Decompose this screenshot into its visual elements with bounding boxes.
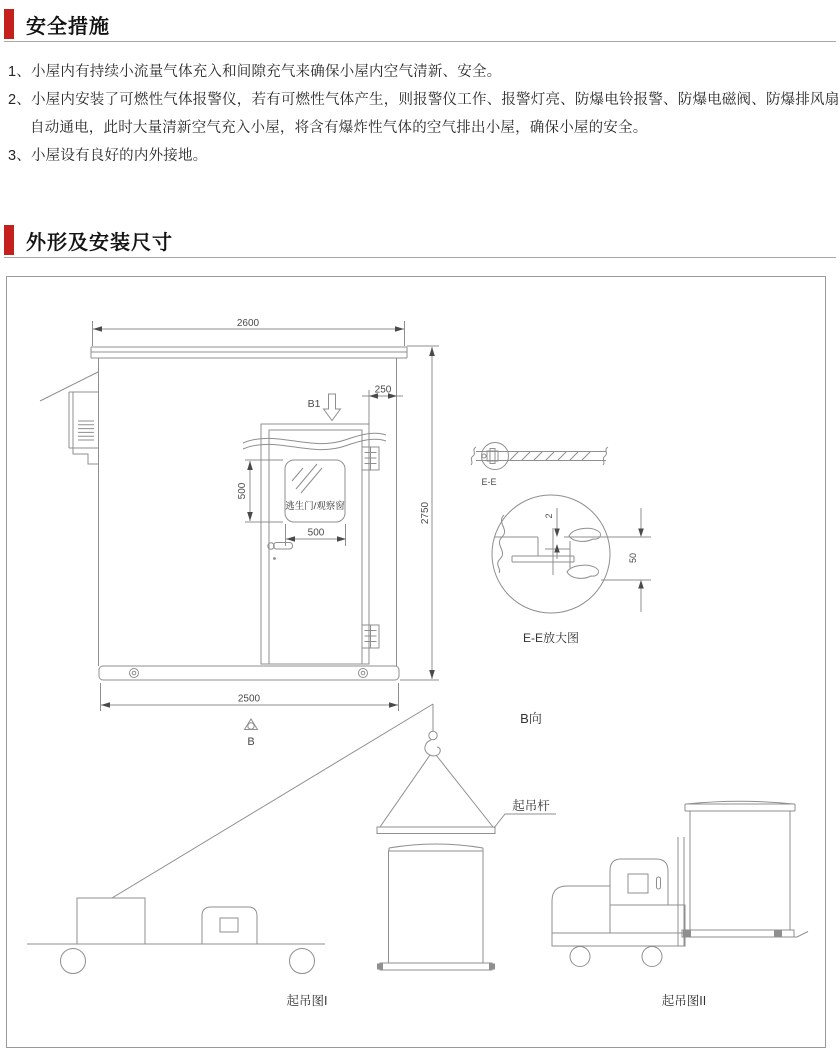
door-window-label: 逃生门/观察窗 [285, 501, 345, 512]
door-window [285, 460, 345, 522]
crane-boom-line [112, 704, 433, 898]
door-hinge-bottom [362, 625, 379, 648]
lift-bar-leader-line [494, 814, 556, 828]
view-b-label: B [247, 736, 255, 748]
door-handle [268, 543, 293, 560]
forklift-body [610, 905, 685, 933]
sling-lines [380, 755, 493, 827]
dim-base-width-label: 2500 [237, 693, 261, 705]
keyhole-dot [273, 557, 276, 560]
forklift-cab [610, 859, 668, 905]
safety-text-line-2: 2、小屋内安装了可燃性气体报警仪，若有可燃性气体产生，则报警仪工作、报警灯亮、防爆电铃报警、防爆电磁阀、防爆排风扇 [8, 92, 840, 108]
forklift-wheel-rear [642, 947, 662, 967]
safety-text-line-3: 自动通电，此时大量清新空气充入小屋，将含有爆炸性气体的空气排出小屋，确保小屋的安全。 [30, 120, 648, 136]
section-e-e [471, 443, 651, 646]
detail-title: E-E放大图 [522, 631, 580, 645]
break-wave-upper [243, 433, 386, 443]
base-end-cap-left [377, 964, 383, 970]
vent-step [73, 448, 98, 464]
crane-hook-icon [425, 740, 440, 756]
safety-text-line-1: 1、小屋内有持续小流量气体充入和间隙充气来确保小屋内空气清新、安全。 [8, 64, 502, 80]
base-skid [99, 666, 399, 680]
truck-wheel-left [61, 949, 86, 974]
break-symbol-right [603, 447, 608, 465]
cabinet-front-view [40, 318, 439, 748]
diagram2-caption: 起吊图II [661, 994, 707, 1008]
base-cap-left [683, 931, 691, 937]
view-b1-label: B1 [307, 398, 321, 410]
dim-joint-height-label: 50 [628, 552, 638, 564]
view-b-symbol [245, 719, 258, 748]
vent-louvers [78, 421, 94, 440]
cabinet-roof [389, 844, 483, 851]
joint-bolt [482, 454, 486, 458]
dimensions-section-header [4, 224, 173, 256]
safety-text-line-4: 3、小屋设有良好的内外接地。 [8, 148, 208, 164]
break-symbol-left [471, 447, 476, 465]
fork-line [682, 932, 808, 938]
hatch-ticks [510, 452, 590, 460]
truck-cab-window [220, 918, 238, 932]
cabinet-base-bar [380, 963, 492, 970]
lifting-diagram-2 [552, 801, 808, 1008]
dim-roof-width-label: 2600 [236, 318, 260, 329]
header-divider [4, 257, 836, 258]
joint-profile [512, 528, 574, 575]
carried-cabinet-body [690, 811, 790, 930]
base-cap-right [774, 931, 782, 937]
wall-section-strip [471, 443, 608, 488]
dim-window-height-label: 500 [237, 482, 248, 500]
diagram1-caption: 起吊图I [286, 994, 328, 1008]
section-title-dimensions: 外形及安装尺寸 [26, 231, 173, 254]
base-end-cap-right [489, 964, 495, 970]
hanging-cabinet [377, 704, 556, 970]
header-divider [4, 41, 836, 42]
forklift-wheel-front [570, 947, 590, 967]
dim-total-height [400, 346, 439, 680]
technical-drawing-frame [6, 276, 826, 1048]
dim-total-height-label: 2750 [420, 501, 431, 525]
dim-panel-gap [544, 508, 560, 559]
technical-drawing [7, 277, 825, 1047]
red-accent-bar [4, 9, 14, 39]
forklift-cab-slot [657, 877, 661, 889]
forklift-cab-window [628, 874, 648, 893]
section-title-safety: 安全措施 [26, 15, 110, 38]
lifting-diagram-1 [27, 898, 327, 1008]
glass-hatch-lines [292, 464, 322, 493]
view-b1-arrow-icon [324, 394, 341, 421]
carried-cabinet-roof [685, 801, 795, 811]
gasket-lower [567, 565, 598, 578]
door-hinge-top [362, 447, 379, 470]
dim-base-width [101, 683, 399, 711]
break-squiggle [498, 515, 505, 573]
direction-label: B向 [520, 711, 542, 726]
break-wave-lower [243, 439, 386, 449]
lift-bar-label: 起吊杆 [512, 799, 550, 813]
dim-window-width-label: 500 [307, 527, 325, 539]
truck-cab [202, 907, 257, 944]
lifting-views [27, 704, 808, 1008]
dim-window-width [286, 524, 347, 546]
red-accent-bar [4, 225, 14, 255]
hook-eye [429, 731, 437, 739]
truck-counterweight-box [77, 898, 145, 944]
dim-panel-gap-label: 2 [544, 513, 554, 519]
lift-bar [377, 827, 495, 834]
detail-enlarged-view [492, 495, 651, 645]
truck-wheel-right [290, 949, 315, 974]
cabinet-body [389, 851, 484, 963]
dim-joint-height [601, 508, 651, 612]
gasket-upper [569, 528, 600, 541]
forklift-chassis [552, 933, 685, 946]
forklift-hood [552, 886, 610, 933]
dim-roof-width [93, 318, 405, 346]
side-vent [40, 372, 98, 464]
joint-fitting [487, 451, 498, 461]
dim-window-height [237, 460, 283, 522]
section-label: E-E [481, 477, 497, 487]
dim-door-top-offset-label: 250 [374, 384, 392, 396]
roof-slab [91, 347, 407, 358]
safety-section-header [4, 8, 110, 40]
